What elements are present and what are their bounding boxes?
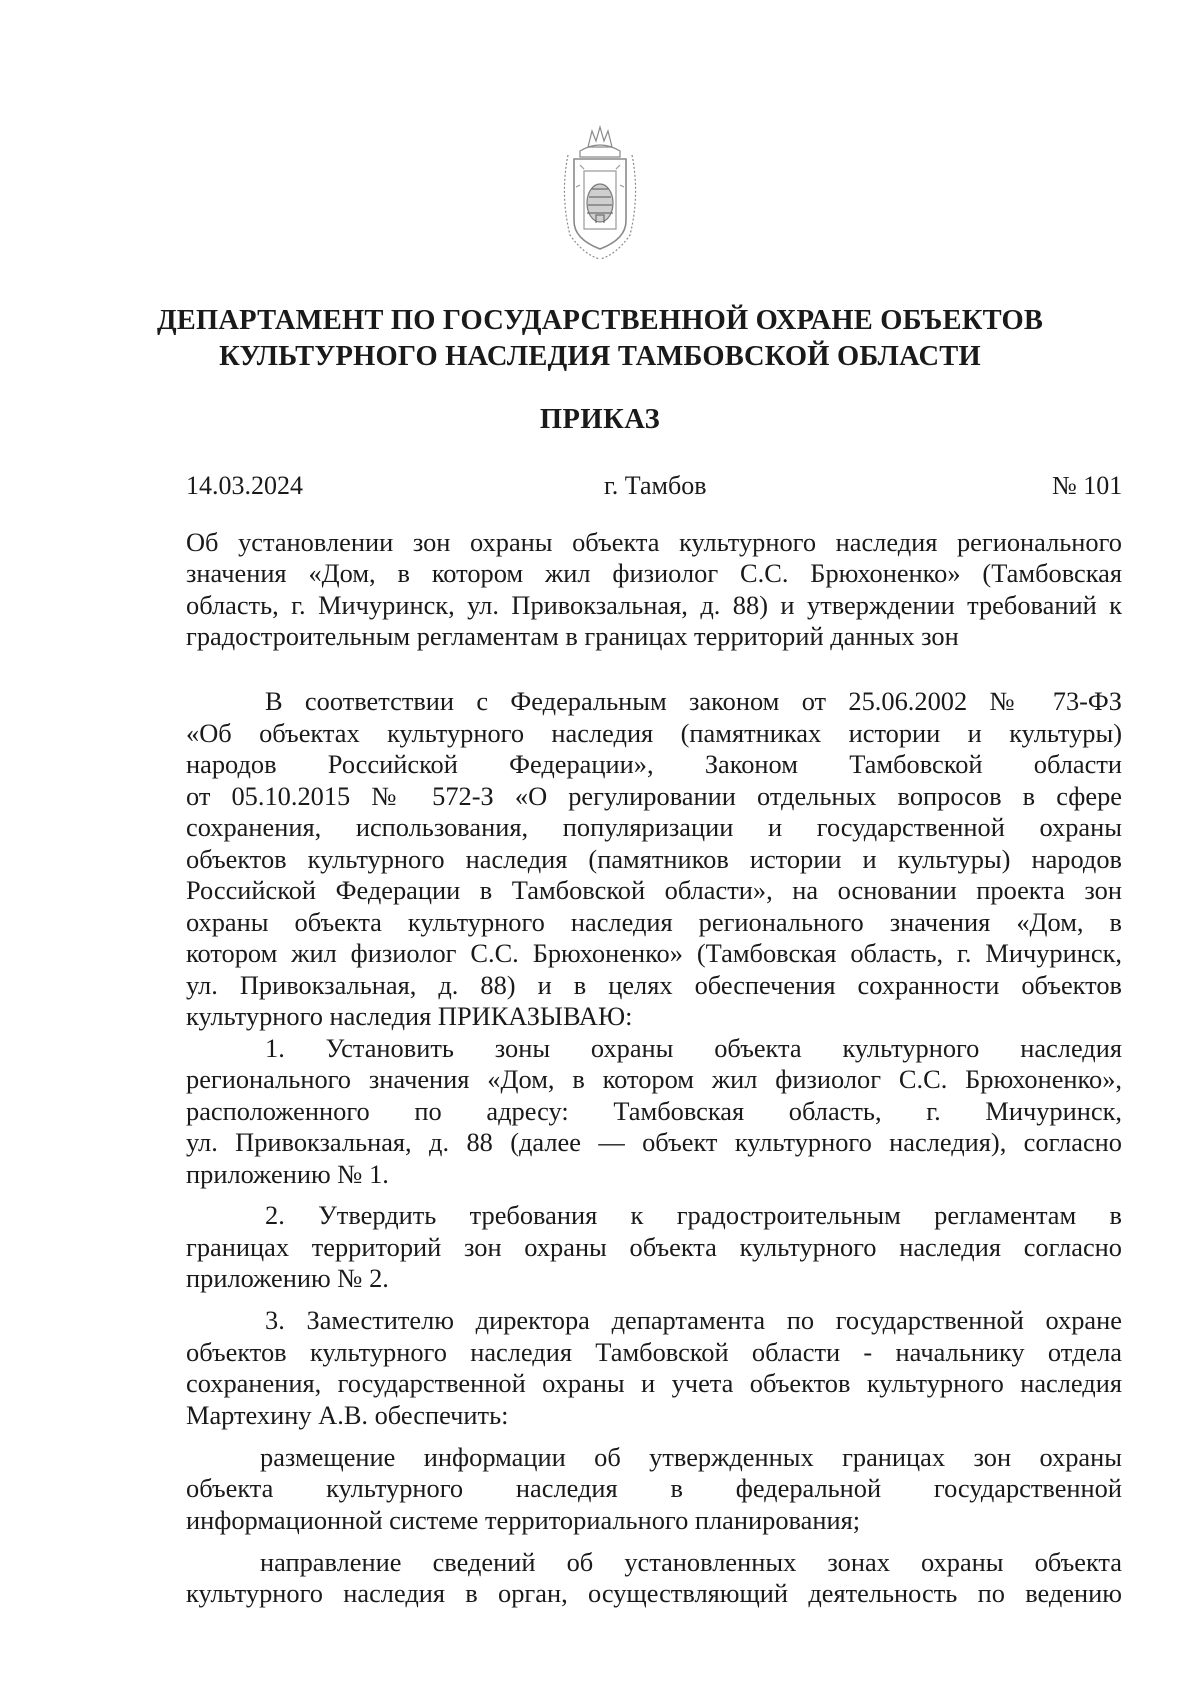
document-type-title: ПРИКАЗ <box>539 404 661 435</box>
order-date: 14.03.2024 <box>186 471 303 500</box>
item-2-line: 2. Утвердить требования к градостроительным регламентам в <box>265 1200 1122 1230</box>
preamble-line: «Об объектах культурного наследия (памятниках истории и культуры) <box>186 718 1122 748</box>
preamble-line: В соответствии с Федеральным законом от 25.06.2002 № 73-ФЗ <box>265 686 1122 716</box>
preamble-line: ул. Привокзальная, д. 88) и в целях обеспечения сохранности объектов <box>186 970 1122 1000</box>
order-number: № 101 <box>1052 471 1123 500</box>
item-3-line: сохранения, государственной охраны и учета объектов культурного наследия <box>186 1368 1122 1398</box>
item-3-line: объектов культурного наследия Тамбовской области - начальнику отдела <box>186 1337 1122 1367</box>
subject-line: Об установлении зон охраны объекта культурного наследия регионального <box>186 527 1122 557</box>
item-1-line: ул. Привокзальная, д. 88 (далее — объект культурного наследия), согласно <box>186 1127 1122 1157</box>
department-name-line-2: КУЛЬТУРНОГО НАСЛЕДИЯ ТАМБОВСКОЙ ОБЛАСТИ <box>219 341 981 372</box>
coat-of-arms-icon <box>550 125 650 261</box>
subitem-1-line: объекта культурного наследия в федеральной государственной <box>186 1473 1122 1503</box>
item-1-line: 1. Установить зоны охраны объекта культурного наследия <box>265 1033 1122 1063</box>
preamble-line: культурного наследия ПРИКАЗЫВАЮ: <box>186 1001 633 1031</box>
department-name-line-1: ДЕПАРТАМЕНТ ПО ГОСУДАРСТВЕННОЙ ОХРАНЕ ОБЪЕКТОВ <box>156 305 1044 336</box>
preamble-line: котором жил физиолог С.С. Брюхоненко» (Тамбовская область, г. Мичуринск, <box>186 938 1122 968</box>
item-1-line: расположенного по адресу: Тамбовская область, г. Мичуринск, <box>186 1096 1122 1126</box>
subitem-1-line: информационной системе территориального планирования; <box>186 1505 861 1535</box>
preamble-line: охраны объекта культурного наследия регионального значения «Дом, в <box>186 907 1122 937</box>
item-3-line: 3. Заместителю директора департамента по государственной охране <box>265 1305 1122 1335</box>
subitem-2-line: направление сведений об установленных зонах охраны объекта <box>260 1547 1122 1577</box>
item-1-line: регионального значения «Дом, в котором жил физиолог С.С. Брюхоненко», <box>186 1064 1122 1094</box>
item-1-line: приложению № 1. <box>186 1159 389 1189</box>
item-2-line: границах территорий зон охраны объекта культурного наследия согласно <box>186 1232 1122 1262</box>
preamble-line: объектов культурного наследия (памятников истории и культуры) народов <box>186 844 1122 874</box>
preamble-line: Российской Федерации в Тамбовской области», на основании проекта зон <box>186 875 1122 905</box>
order-city: г. Тамбов <box>604 471 707 500</box>
item-2-line: приложению № 2. <box>186 1263 389 1293</box>
preamble-line: народов Российской Федерации», Законом Тамбовской области <box>186 749 1122 779</box>
subitem-2-line: культурного наследия в орган, осуществляющий деятельность по ведению <box>186 1578 1122 1608</box>
preamble-line: от 05.10.2015 № 572-З «О регулировании отдельных вопросов в сфере <box>186 781 1122 811</box>
subject-line: область, г. Мичуринск, ул. Привокзальная, д. 88) и утверждении требований к <box>186 590 1122 620</box>
subject-line: значения «Дом, в котором жил физиолог С.С. Брюхоненко» (Тамбовская <box>186 558 1122 588</box>
subject-line: градостроительным регламентам в границах территорий данных зон <box>186 621 959 651</box>
item-3-line: Мартехину А.В. обеспечить: <box>186 1400 509 1430</box>
preamble-line: сохранения, использования, популяризации и государственной охраны <box>186 812 1122 842</box>
subitem-1-line: размещение информации об утвержденных границах зон охраны <box>260 1442 1122 1472</box>
